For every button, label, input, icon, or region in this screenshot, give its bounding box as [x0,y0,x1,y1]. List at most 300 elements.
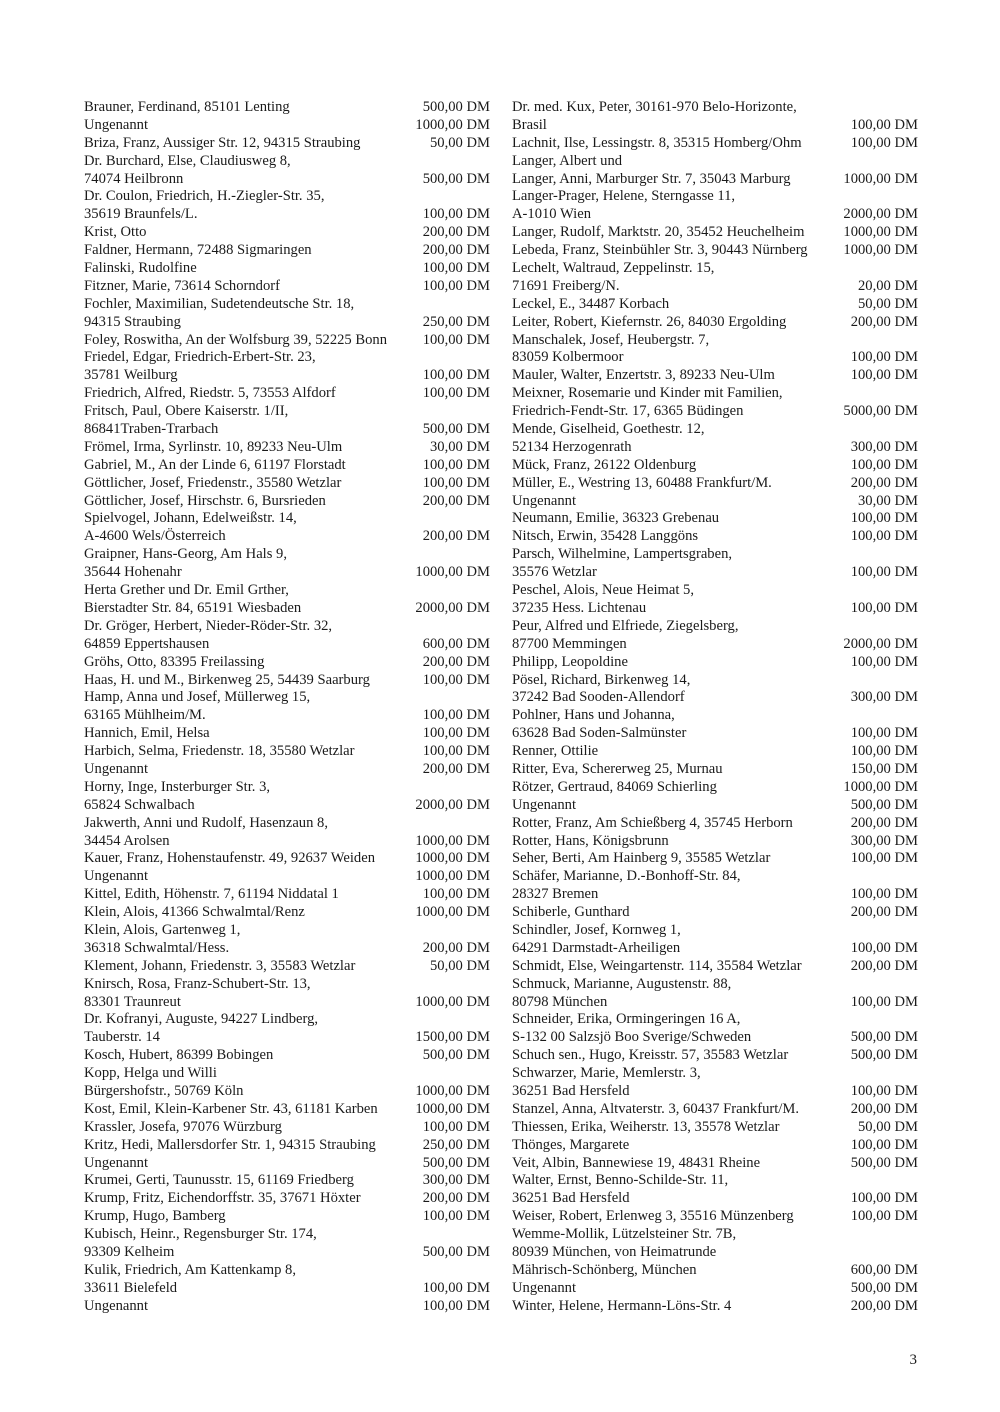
donor-entry-line [512,278,918,296]
donor-entry-line [84,1083,490,1101]
donor-entry-line [512,367,918,385]
donation-amount: 2000,00 DM [415,599,490,616]
donor-text: 35619 Braunfels/L. [84,206,198,223]
donor-entry-line [512,1244,918,1262]
donor-text: Kittel, Edith, Höhenstr. 7, 61194 Niddatal 1 [84,886,339,903]
donor-entry-line [84,1065,490,1083]
donor-entry-line [512,600,918,618]
donor-entry-line [512,636,918,654]
donor-entry-line [512,1065,918,1083]
donor-entry-line [512,117,918,135]
donor-text: 87700 Memmingen [512,635,627,652]
donation-amount: 100,00 DM [850,528,918,545]
donor-entry-line [512,421,918,439]
donation-amount: 1000,00 DM [415,832,490,849]
donation-amount: 500,00 DM [850,1029,918,1046]
donor-text: Ungenannt [512,1279,577,1296]
donation-amount: 500,00 DM [422,1047,490,1064]
donor-entry-line [84,385,490,403]
donor-entry-line [84,994,490,1012]
donor-entry-line [84,1047,490,1065]
donor-text: 33611 Bielefeld [84,1279,178,1296]
donor-text: Brauner, Ferdinand, 85101 Lenting [84,99,290,115]
donor-text: Falinski, Rudolfine [84,260,197,277]
donor-text: Klein, Alois, Gartenweg 1, [84,921,241,938]
donor-entry-line [84,296,490,314]
donor-text: Rotter, Hans, Königsbrunn [512,832,669,849]
donor-text: Harbich, Selma, Friedenstr. 18, 35580 Wetzlar [84,743,355,760]
donor-entry-line [84,403,490,421]
donor-text: S-132 00 Salzsjö Boo Sverige/Schweden [512,1029,752,1046]
donor-text: Friedel, Edgar, Friedrich-Erbert-Str. 23, [84,349,316,366]
donor-text: Manschalek, Josef, Heubergstr. 7, [512,331,710,348]
donor-entry-line [512,1083,918,1101]
donation-amount: 500,00 DM [422,1154,490,1171]
donor-entry-line [512,779,918,797]
donor-text: Bierstadter Str. 84, 65191 Wiesbaden [84,599,302,616]
donor-text: Foley, Roswitha, An der Wolfsburg 39, 52225 Bonn [84,331,387,348]
donation-amount: 100,00 DM [422,1297,490,1314]
donation-amount: 150,00 DM [850,760,918,777]
donation-amount: 100,00 DM [850,1208,918,1225]
donor-text: Langer, Anni, Marburger Str. 7, 35043 Marburg [512,170,791,187]
donor-text: Schäfer, Marianne, D.-Bonhoff-Str. 84, [512,868,741,885]
donation-amount: 100,00 DM [422,1279,490,1296]
donor-entry-line [512,1011,918,1029]
donor-entry-line [512,171,918,189]
donation-amount: 100,00 DM [850,850,918,867]
donation-amount: 1000,00 DM [415,850,490,867]
donation-amount: 100,00 DM [850,743,918,760]
donation-amount: 100,00 DM [422,725,490,742]
donor-entry-line [512,1155,918,1173]
donor-entry-line [84,349,490,367]
donation-amount: 2000,00 DM [415,796,490,813]
donor-entry-line [512,618,918,636]
donation-amount: 100,00 DM [422,456,490,473]
donation-amount: 500,00 DM [850,1047,918,1064]
donor-entry-line [84,171,490,189]
donor-entry-line [84,224,490,242]
donor-text: Lechelt, Waltraud, Zeppelinstr. 15, [512,260,715,277]
donor-entry-line [84,886,490,904]
donation-amount: 200,00 DM [422,528,490,545]
donor-entry-line [512,976,918,994]
donor-entry-line [84,1029,490,1047]
donor-text: Herta Grether und Dr. Emil Grther, [84,582,289,599]
donor-entry-line [84,367,490,385]
donor-entry-line [84,564,490,582]
donor-entry-line [512,725,918,743]
donation-amount: 100,00 DM [850,939,918,956]
donor-text: Dr. med. Kux, Peter, 30161-970 Belo-Horizonte, [512,99,797,115]
donor-text: Stanzel, Anna, Altvaterstr. 3, 60437 Frankfurt/M. [512,1100,799,1117]
donor-entry-line [512,475,918,493]
donor-text: Frömel, Irma, Syrlinstr. 10, 89233 Neu-Ulm [84,438,343,455]
donation-amount: 100,00 DM [422,474,490,491]
donor-text: Lachnit, Ilse, Lessingstr. 8, 35315 Homberg/Ohm [512,134,802,151]
donation-amount: 1000,00 DM [415,1100,490,1117]
donor-entry-line [84,99,490,117]
donation-amount: 5000,00 DM [843,403,918,420]
donor-text: 63628 Bad Soden-Salmünster [512,725,687,742]
donor-entry-line [84,1244,490,1262]
donor-text: Lebeda, Franz, Steinbühler Str. 3, 90443 Nürnberg [512,242,808,259]
donor-text: 80939 München, von Heimatrunde [512,1244,717,1260]
donor-entry-line [84,206,490,224]
donation-amount: 50,00 DM [430,957,490,974]
donor-text: Krist, Otto [84,224,147,241]
donor-entry-line [84,135,490,153]
donor-text: Mährisch-Schönberg, München [512,1261,697,1278]
donor-entry-line [84,689,490,707]
donor-text: Thönges, Margarete [512,1136,630,1153]
donor-entry-line [512,1029,918,1047]
donor-text: Pösel, Richard, Birkenweg 14, [512,671,691,688]
donor-entry-line [512,296,918,314]
donor-text: Neumann, Emilie, 36323 Grebenau [512,510,720,527]
donor-text: Schneider, Erika, Ormingeringen 16 A, [512,1011,741,1028]
donation-amount: 1000,00 DM [843,170,918,187]
donor-entry-line [84,600,490,618]
donor-text: Kosch, Hubert, 86399 Bobingen [84,1047,274,1064]
donor-entry-line [84,1172,490,1190]
donor-text: 93309 Kelheim [84,1244,175,1260]
donation-amount: 200,00 DM [422,492,490,509]
donor-entry-line [512,385,918,403]
donor-entry-line [84,188,490,206]
donor-entry-line [84,636,490,654]
donor-text: Philipp, Leopoldine [512,653,628,670]
donor-text: Rotter, Franz, Am Schießberg 4, 35745 Herborn [512,814,793,831]
donor-text: Mende, Giselheid, Goethestr. 12, [512,421,705,438]
donor-entry-line [84,475,490,493]
donation-amount: 300,00 DM [850,832,918,849]
donor-text: Langer-Prager, Helene, Sterngasse 11, [512,188,736,205]
donor-text: Schmidt, Else, Weingartenstr. 114, 35584 Wetzlar [512,957,802,974]
donor-entry-line [512,403,918,421]
donor-entry-line [512,1172,918,1190]
donor-text: 80798 München [512,993,608,1010]
donor-entry-line [512,689,918,707]
donor-text: 36251 Bad Hersfeld [512,1190,630,1207]
donation-amount: 100,00 DM [850,134,918,151]
donor-text: Dr. Gröger, Herbert, Nieder-Röder-Str. 32, [84,617,333,634]
donation-amount: 1000,00 DM [415,564,490,581]
donor-text: Dr. Coulon, Friedrich, H.-Ziegler-Str. 35, [84,188,325,205]
donor-text: 64859 Eppertshausen [84,635,210,652]
donor-entry-line [84,546,490,564]
donor-text: Kubisch, Heinr., Regensburger Str. 174, [84,1226,317,1243]
donor-text: Schuch sen., Hugo, Kreisstr. 57, 35583 Wetzlar [512,1047,789,1064]
donation-amount: 100,00 DM [850,886,918,903]
donor-entry-line [84,850,490,868]
donor-text: Krassler, Josefa, 97076 Würzburg [84,1118,282,1135]
donor-entry-line [512,314,918,332]
donor-entry-line [512,850,918,868]
donation-amount: 500,00 DM [422,170,490,187]
donor-text: Weiser, Robert, Erlenweg 3, 35516 Münzenberg [512,1208,794,1225]
donor-entry-line [512,528,918,546]
donor-entry-line [512,1208,918,1226]
donation-amount: 20,00 DM [858,277,918,294]
donor-text: Fochler, Maximilian, Sudetendeutsche Str. 18, [84,295,355,312]
donor-text: Brasil [512,116,547,133]
donor-entry-line [512,707,918,725]
donation-amount: 200,00 DM [850,814,918,831]
donation-amount: 500,00 DM [850,1279,918,1296]
donation-amount: 50,00 DM [858,295,918,312]
donor-text: Kopp, Helga und Willi [84,1065,217,1082]
donor-text: Ritter, Eva, Schererweg 25, Murnau [512,760,723,777]
donor-text: Gröhs, Otto, 83395 Freilassing [84,653,265,670]
donation-amount: 100,00 DM [422,385,490,402]
donation-amount: 250,00 DM [422,313,490,330]
donor-text: Langer, Rudolf, Marktstr. 20, 35452 Heuchelheim [512,224,805,241]
donor-entry-line [512,1119,918,1137]
donor-entry-line [84,1298,490,1316]
donor-text: Walter, Ernst, Benno-Schilde-Str. 11, [512,1172,729,1189]
donor-entry-line [512,958,918,976]
donor-entry-line [512,1226,918,1244]
donor-entry-line [84,439,490,457]
donor-entry-line [84,1190,490,1208]
donation-amount: 100,00 DM [422,886,490,903]
donor-entry-line [84,117,490,135]
donor-entry-line [512,1190,918,1208]
donor-entry-line [512,439,918,457]
donor-text: Seher, Berti, Am Hainberg 9, 35585 Wetzlar [512,850,771,867]
donor-entry-line [512,833,918,851]
donation-amount: 1000,00 DM [415,993,490,1010]
donor-text: Kauer, Franz, Hohenstaufenstr. 49, 92637 Weiden [84,850,375,867]
donation-amount: 600,00 DM [422,635,490,652]
donor-entry-line [84,510,490,528]
donor-entry-line [512,761,918,779]
donor-text: Horny, Inge, Insterburger Str. 3, [84,778,271,795]
donor-entry-line [512,994,918,1012]
donor-entry-line [84,654,490,672]
donor-text: Wemme-Mollik, Lützelsteiner Str. 7B, [512,1226,737,1243]
donor-text: Hamp, Anna und Josef, Müllerweg 15, [84,689,311,706]
donor-text: Gabriel, M., An der Linde 6, 61197 Florstadt [84,456,346,473]
donor-entry-line [84,797,490,815]
left-column [84,99,490,1316]
donor-text: Müller, E., Westring 13, 60488 Frankfurt/M. [512,474,772,491]
donor-text: Ungenannt [84,116,149,133]
donor-text: Meixner, Rosemarie und Kinder mit Familien, [512,385,783,402]
donation-amount: 200,00 DM [422,653,490,670]
donor-text: Faldner, Hermann, 72488 Sigmaringen [84,242,312,259]
donor-text: Graipner, Hans-Georg, Am Hals 9, [84,546,288,563]
donor-entry-line [84,904,490,922]
donor-entry-line [84,833,490,851]
donor-entry-line [512,582,918,600]
donor-entry-line [84,528,490,546]
donor-entry-line [84,1208,490,1226]
donation-amount: 100,00 DM [422,743,490,760]
donation-amount: 2000,00 DM [843,206,918,223]
donation-amount: 500,00 DM [422,1244,490,1260]
donor-text: Ungenannt [512,492,577,509]
donor-text: Schmuck, Marianne, Augustenstr. 88, [512,975,732,992]
donor-text: Ungenannt [84,760,149,777]
donor-text: Haas, H. und M., Birkenweg 25, 54439 Saarburg [84,671,370,688]
donation-amount: 1000,00 DM [415,116,490,133]
donation-amount: 1000,00 DM [415,1082,490,1099]
donor-text: Jakwerth, Anni und Rudolf, Hasenzaun 8, [84,814,328,831]
donor-entry-line [512,922,918,940]
donor-entry-line [512,242,918,260]
donation-amount: 200,00 DM [422,939,490,956]
donor-text: A-1010 Wien [512,206,591,223]
donation-amount: 2000,00 DM [843,635,918,652]
donor-entry-line [512,868,918,886]
donor-text: 34454 Arolsen [84,832,170,849]
donation-amount: 100,00 DM [422,367,490,384]
donor-entry-line [84,278,490,296]
donor-entry-line [512,349,918,367]
donor-entry-line [512,797,918,815]
donor-text: 94315 Straubing [84,313,181,330]
donor-text: Friedrich-Fendt-Str. 17, 6365 Büdingen [512,403,744,420]
donor-text: Göttlicher, Josef, Friedenstr., 35580 Wetzlar [84,474,342,491]
donation-amount: 250,00 DM [422,1136,490,1153]
donation-amount: 300,00 DM [850,438,918,455]
donor-entry-line [512,224,918,242]
donor-entry-line [84,421,490,439]
donation-amount: 100,00 DM [850,599,918,616]
donation-amount: 300,00 DM [850,689,918,706]
donation-amount: 100,00 DM [850,1136,918,1153]
donor-text: 28327 Bremen [512,886,599,903]
donation-amount: 200,00 DM [850,957,918,974]
donation-amount: 200,00 DM [850,474,918,491]
donor-entry-line [512,815,918,833]
donor-entry-line [512,1047,918,1065]
donor-entry-line [512,904,918,922]
donation-amount: 100,00 DM [422,1208,490,1225]
donation-amount: 100,00 DM [850,116,918,133]
donation-amount: 100,00 DM [850,367,918,384]
donor-entry-line [512,886,918,904]
donor-text: Winter, Helene, Hermann-Löns-Str. 4 [512,1297,732,1314]
donor-text: 37235 Hess. Lichtenau [512,599,647,616]
donation-amount: 100,00 DM [422,277,490,294]
donation-amount: 200,00 DM [850,313,918,330]
donor-text: Krumei, Gerti, Taunusstr. 15, 61169 Friedberg [84,1172,354,1189]
donation-amount: 100,00 DM [850,1082,918,1099]
donation-amount: 100,00 DM [850,993,918,1010]
donor-text: Mück, Franz, 26122 Oldenburg [512,456,697,473]
donation-amount: 200,00 DM [422,1190,490,1207]
donation-amount: 50,00 DM [858,1118,918,1135]
donor-text: A-4600 Wels/Österreich [84,528,226,545]
donor-entry-line [84,743,490,761]
donor-text: Hannich, Emil, Helsa [84,725,210,742]
donation-amount: 100,00 DM [850,349,918,366]
donor-entry-line [84,1011,490,1029]
donor-text: 71691 Freiberg/N. [512,277,620,294]
right-column [512,99,918,1316]
donor-text: 64291 Darmstadt-Arheiligen [512,939,681,956]
donor-entry-line [84,493,490,511]
donor-entry-line [84,815,490,833]
donor-entry-line [512,99,918,117]
donation-amount: 1000,00 DM [415,868,490,885]
donor-text: Knirsch, Rosa, Franz-Schubert-Str. 13, [84,975,311,992]
donor-entry-line [84,1262,490,1280]
donation-amount: 100,00 DM [850,653,918,670]
donor-entry-line [512,654,918,672]
donation-amount: 200,00 DM [850,1297,918,1314]
donor-text: 83059 Kolbermoor [512,349,624,366]
donor-text: Nitsch, Erwin, 35428 Langgöns [512,528,699,545]
donor-text: 86841Traben-Trarbach [84,421,219,438]
donor-entry-line [512,135,918,153]
donor-entry-line [84,1226,490,1244]
donor-text: Ungenannt [84,868,149,885]
donor-text: 63165 Mühlheim/M. [84,707,206,724]
donation-amount: 300,00 DM [422,1172,490,1189]
donor-text: Ungenannt [84,1297,149,1314]
donor-text: Fritsch, Paul, Obere Kaiserstr. 1/II, [84,403,289,420]
donor-entry-line [84,761,490,779]
donor-text: Peur, Alfred und Elfriede, Ziegelsberg, [512,617,739,634]
donor-text: Schwarzer, Marie, Memlerstr. 3, [512,1065,701,1082]
donor-entry-line [512,1280,918,1298]
donor-text: Krump, Fritz, Eichendorffstr. 35, 37671 Höxter [84,1190,361,1207]
donor-text: Ungenannt [84,1154,149,1171]
donation-amount: 100,00 DM [422,260,490,277]
donor-entry-line [512,1101,918,1119]
donor-text: Peschel, Alois, Neue Heimat 5, [512,582,694,599]
donor-entry-line [512,940,918,958]
donor-text: Langer, Albert und [512,152,623,169]
donor-text: Briza, Franz, Aussiger Str. 12, 94315 Straubing [84,134,361,151]
donor-text: Leiter, Robert, Kiefernstr. 26, 84030 Ergolding [512,313,787,330]
donation-amount: 500,00 DM [850,796,918,813]
donor-entry-line [84,242,490,260]
donor-entry-line [84,672,490,690]
donor-entry-line [84,958,490,976]
donor-entry-line [512,564,918,582]
donor-text: 83301 Traunreut [84,993,181,1010]
donation-amount: 100,00 DM [422,1118,490,1135]
donor-entry-line [84,457,490,475]
donor-text: 65824 Schwalbach [84,796,195,813]
donor-text: Pohlner, Hans und Johanna, [512,707,675,724]
donor-entry-line [512,1298,918,1316]
donation-amount: 100,00 DM [422,671,490,688]
donor-text: Renner, Ottilie [512,743,599,760]
donation-amount: 30,00 DM [430,438,490,455]
donor-entry-line [84,976,490,994]
donor-text: 35781 Weilburg [84,367,178,384]
donation-amount: 50,00 DM [430,134,490,151]
donor-text: 35576 Wetzlar [512,564,597,581]
donation-amount: 200,00 DM [422,224,490,241]
donation-amount: 500,00 DM [422,99,490,115]
donation-amount: 200,00 DM [422,242,490,259]
donor-text: Spielvogel, Johann, Edelweißstr. 14, [84,510,297,527]
donation-amount: 100,00 DM [850,1190,918,1207]
donor-text: Kritz, Hedi, Mallersdorfer Str. 1, 94315 Straubing [84,1136,376,1153]
donor-entry-line [512,1262,918,1280]
donation-amount: 500,00 DM [850,1154,918,1171]
donor-text: 36318 Schwalmtal/Hess. [84,939,230,956]
donor-entry-line [84,725,490,743]
